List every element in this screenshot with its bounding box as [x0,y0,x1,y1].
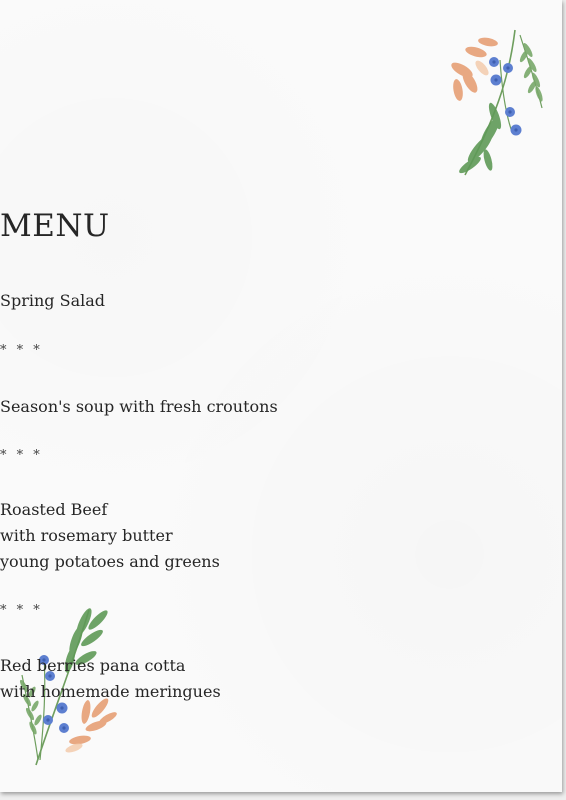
course-line: with rosemary butter [0,526,173,545]
course-separator: * * * [0,603,43,618]
menu-title: MENU [0,208,110,244]
course-line: Red berries pana cotta [0,656,186,675]
course-main [0,497,562,575]
course-salad [0,288,562,314]
course-separator: * * * [0,448,43,463]
course-line: Roasted Beef [0,500,108,519]
course-line: Spring Salad [0,291,105,310]
course-line: young potatoes and greens [0,552,220,571]
course-separator: * * * [0,343,43,358]
course-soup [0,394,562,420]
course-line: Season's soup with fresh croutons [0,397,278,416]
floral-decoration-top-icon [440,20,550,185]
course-line: with homemade meringues [0,682,221,701]
course-dessert [0,653,562,705]
